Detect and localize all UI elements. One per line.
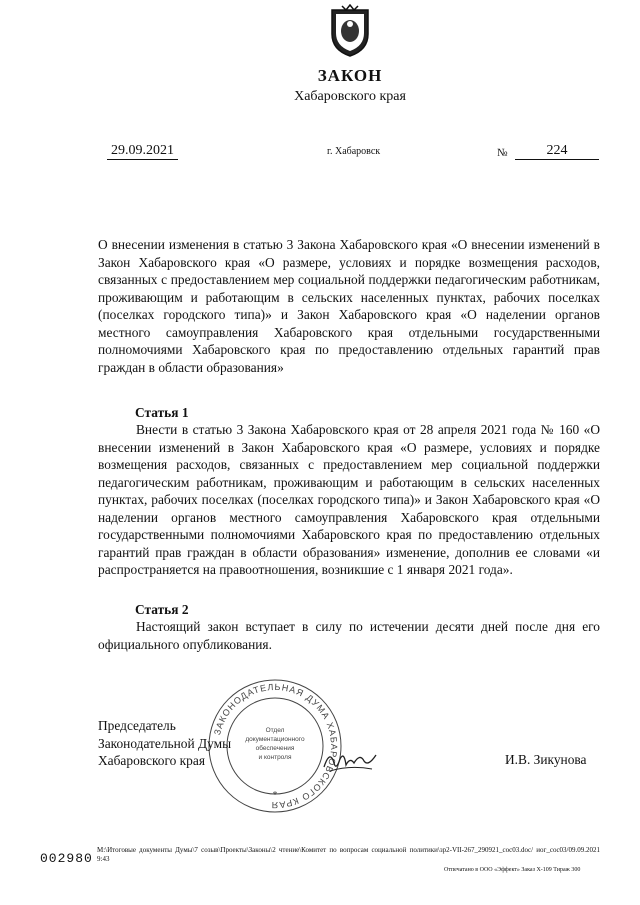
coat-of-arms-icon	[328, 4, 372, 58]
article-1-title: Статья 1	[135, 405, 189, 420]
handwritten-signature	[320, 745, 380, 775]
stamp-ring-text: ЗАКОНОДАТЕЛЬНАЯ ДУМА ХАБАРОВСКОГО КРАЯ	[212, 681, 340, 811]
article-2-text: Настоящий закон вступает в силу по истечении десяти дней после дня его официального опубликования.	[98, 619, 600, 652]
signer-position-line-1: Председатель	[98, 718, 176, 733]
footer-file-path: М:\Итоговые документы Думы\7 созыв\Проекты\Законы\2 чтение\Комитет по вопросам социальной политики\зр2-VII-267_290921_coc03.doc/ иог_соc03/09.09.2021 9:43	[97, 846, 600, 863]
document-subtitle: Хабаровского края	[294, 89, 406, 104]
signer-position-line-2: Законодательной Думы	[98, 735, 232, 751]
stamp-inner-line-2: документационного	[245, 736, 305, 743]
document-title: ЗАКОН	[317, 66, 383, 85]
article-2-title: Статья 2	[135, 602, 189, 617]
article-1-text: Внести в статью 3 Закона Хабаровского края от 28 апреля 2021 года № 160 «О внесении изменений в Закон Хабаровского края «О размере, условиях и порядке возмещения расходов, связанных с предоставлением мер социальной поддержки педагогическим работникам, проживающим и работающим в сельских населенных пунктах, рабочих поселках (поселках городского типа)» и Закон Хабаровского края «О наделении органов местного самоуправления Хабаровского края отдельными государственными полномочиями Хабаровского края по предоставлению отдельных гарантий прав граждан в области образования» изменение, дополнив ее словами «и распространяется на правоотношения, возникшие с 1 января 2021 года».	[98, 422, 600, 577]
law-heading: О внесении изменения в статью 3 Закона Хабаровского края «О внесении изменений в Закон Хабаровского края «О размере, условиях и порядке возмещения расходов, связанных с предоставлением мер социальной поддержки педагогическим работникам, проживающим и работающим в сельских населенных пунктах, рабочих поселках (поселках городского типа)» и Закон Хабаровского края «О наделении органов местного самоуправления Хабаровского края отдельными государственными полномочиями Хабаровского края по предоставлению отдельных гарантий прав граждан в области образования»	[98, 237, 600, 375]
stamp-star-icon: *	[272, 790, 278, 801]
signer-position-line-3: Хабаровского края	[98, 753, 205, 768]
document-number: 224	[515, 143, 599, 160]
signer-name: И.В. Зикунова	[505, 752, 587, 767]
footer-printer-info: Отпечатано в ООО «Эффект» Заказ Х-109 Тираж 300	[444, 867, 581, 873]
stamp-inner-line-4: и контроля	[258, 754, 292, 761]
number-label: №	[497, 147, 508, 159]
document-date: 29.09.2021	[107, 143, 178, 160]
stamp-inner-line-1: Отдел	[265, 727, 285, 734]
document-city: г. Хабаровск	[327, 146, 381, 157]
footer-document-number: 002980	[40, 851, 93, 866]
stamp-inner-line-3: обеспечения	[255, 745, 295, 752]
signature-block	[98, 717, 231, 770]
